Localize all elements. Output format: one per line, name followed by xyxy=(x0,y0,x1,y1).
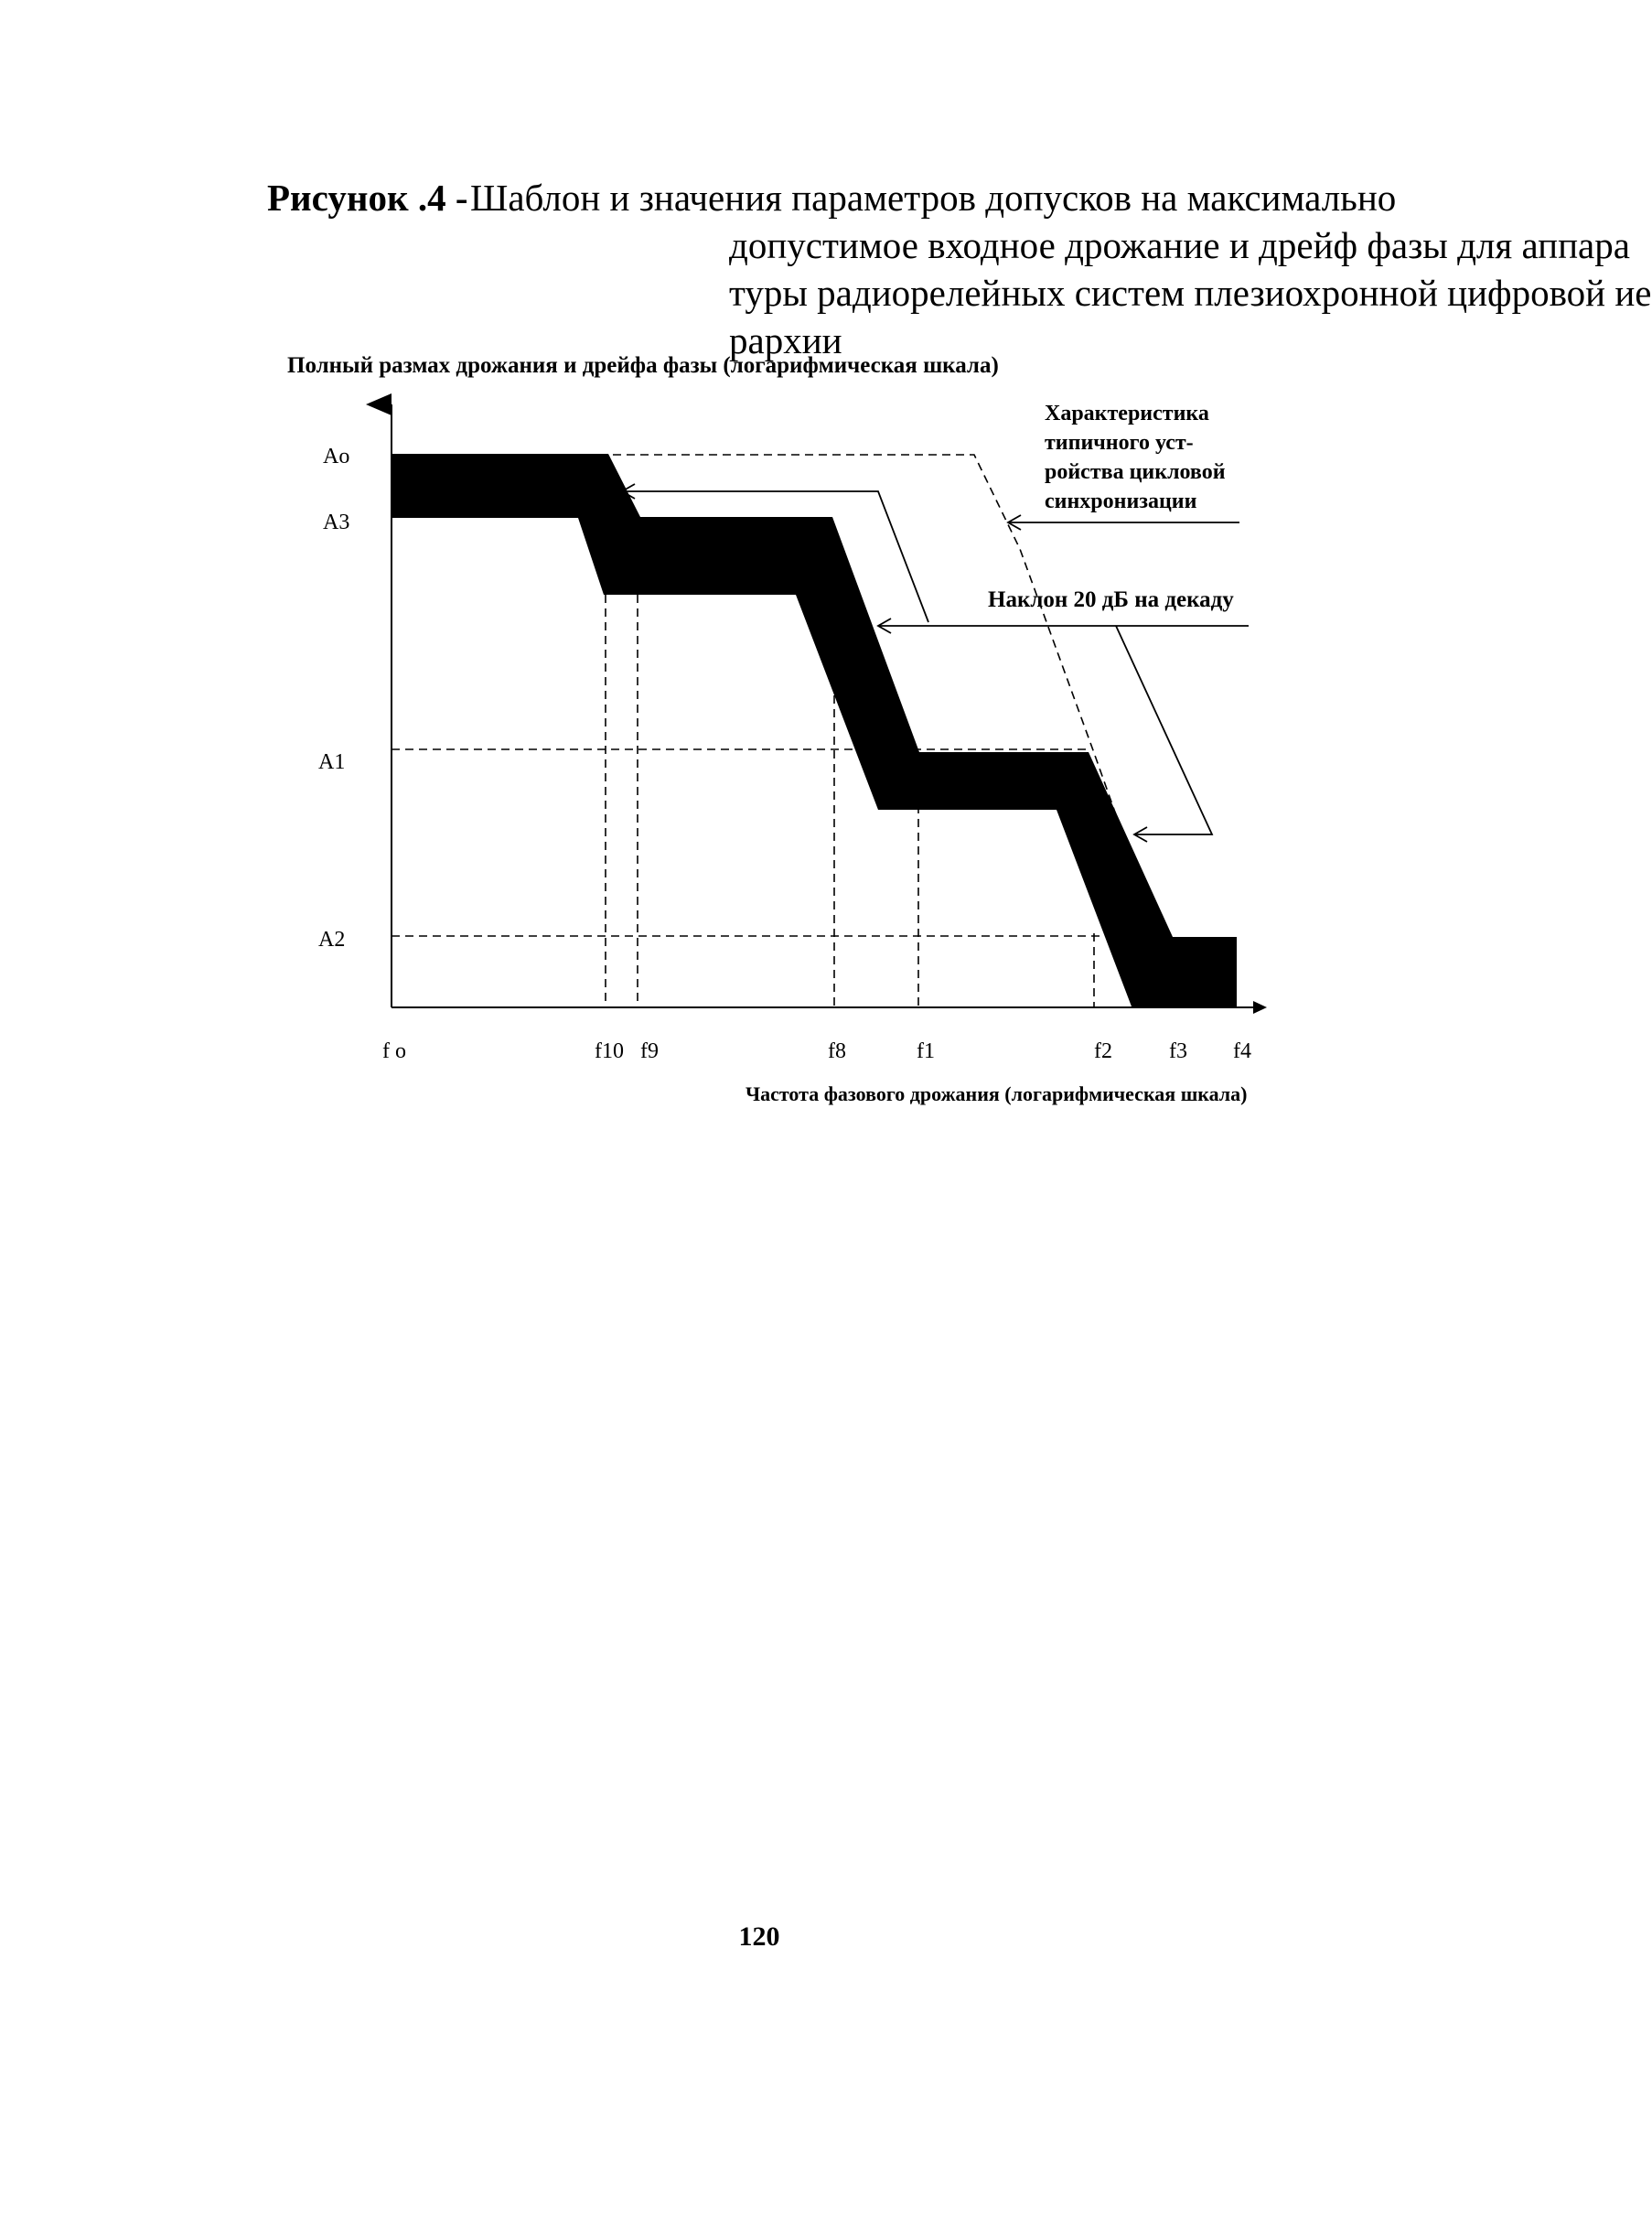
annotation-slope: Наклон 20 дБ на декаду xyxy=(988,587,1234,612)
xtick-f10: f10 xyxy=(595,1039,624,1063)
tolerance-band xyxy=(392,454,1237,1006)
xtick-f8: f8 xyxy=(828,1039,846,1063)
ytick-a1: A1 xyxy=(318,750,346,774)
caption-line-1: Шаблон и значения параметров допусков на максимально xyxy=(470,177,1397,219)
y-axis-label: Полный размах дрожания и дрейфа фазы (логарифмическая шкала) xyxy=(287,353,999,378)
caption-line-2: допустимое входное дрожание и дрейф фазы для аппара xyxy=(729,224,1630,266)
x-axis-arrowhead xyxy=(1253,1001,1267,1014)
annotation-sync-line-1: Характеристика xyxy=(1045,402,1209,425)
annotation-sync-device xyxy=(1045,399,1282,516)
xtick-f1: f1 xyxy=(917,1039,935,1063)
xtick-f2: f2 xyxy=(1094,1039,1112,1063)
caption-line-3: туры радиорелейных систем плезиохронной цифровой ие xyxy=(729,272,1652,314)
annotation-sync-line-3: ройства цикловой xyxy=(1045,460,1226,484)
ytick-a2: A2 xyxy=(318,928,346,952)
caption-label: Рисунок .4 - xyxy=(267,177,468,219)
annotation-sync-line-4: синхронизации xyxy=(1045,490,1197,513)
page-number: 120 xyxy=(738,1921,780,1952)
xtick-f0: f o xyxy=(382,1039,406,1063)
x-axis-label: Частота фазового дрожания (логарифмическая шкала) xyxy=(746,1082,1248,1105)
ytick-a3: A3 xyxy=(323,511,350,534)
annotation-sync-line-2: типичного уст- xyxy=(1045,431,1194,455)
caption-line-4: рархии xyxy=(729,319,842,361)
callout-lower xyxy=(1116,626,1212,834)
xtick-f4: f4 xyxy=(1233,1039,1251,1063)
xtick-f9: f9 xyxy=(640,1039,659,1063)
ytick-a0: Ao xyxy=(323,445,350,468)
xtick-f3: f3 xyxy=(1169,1039,1187,1063)
